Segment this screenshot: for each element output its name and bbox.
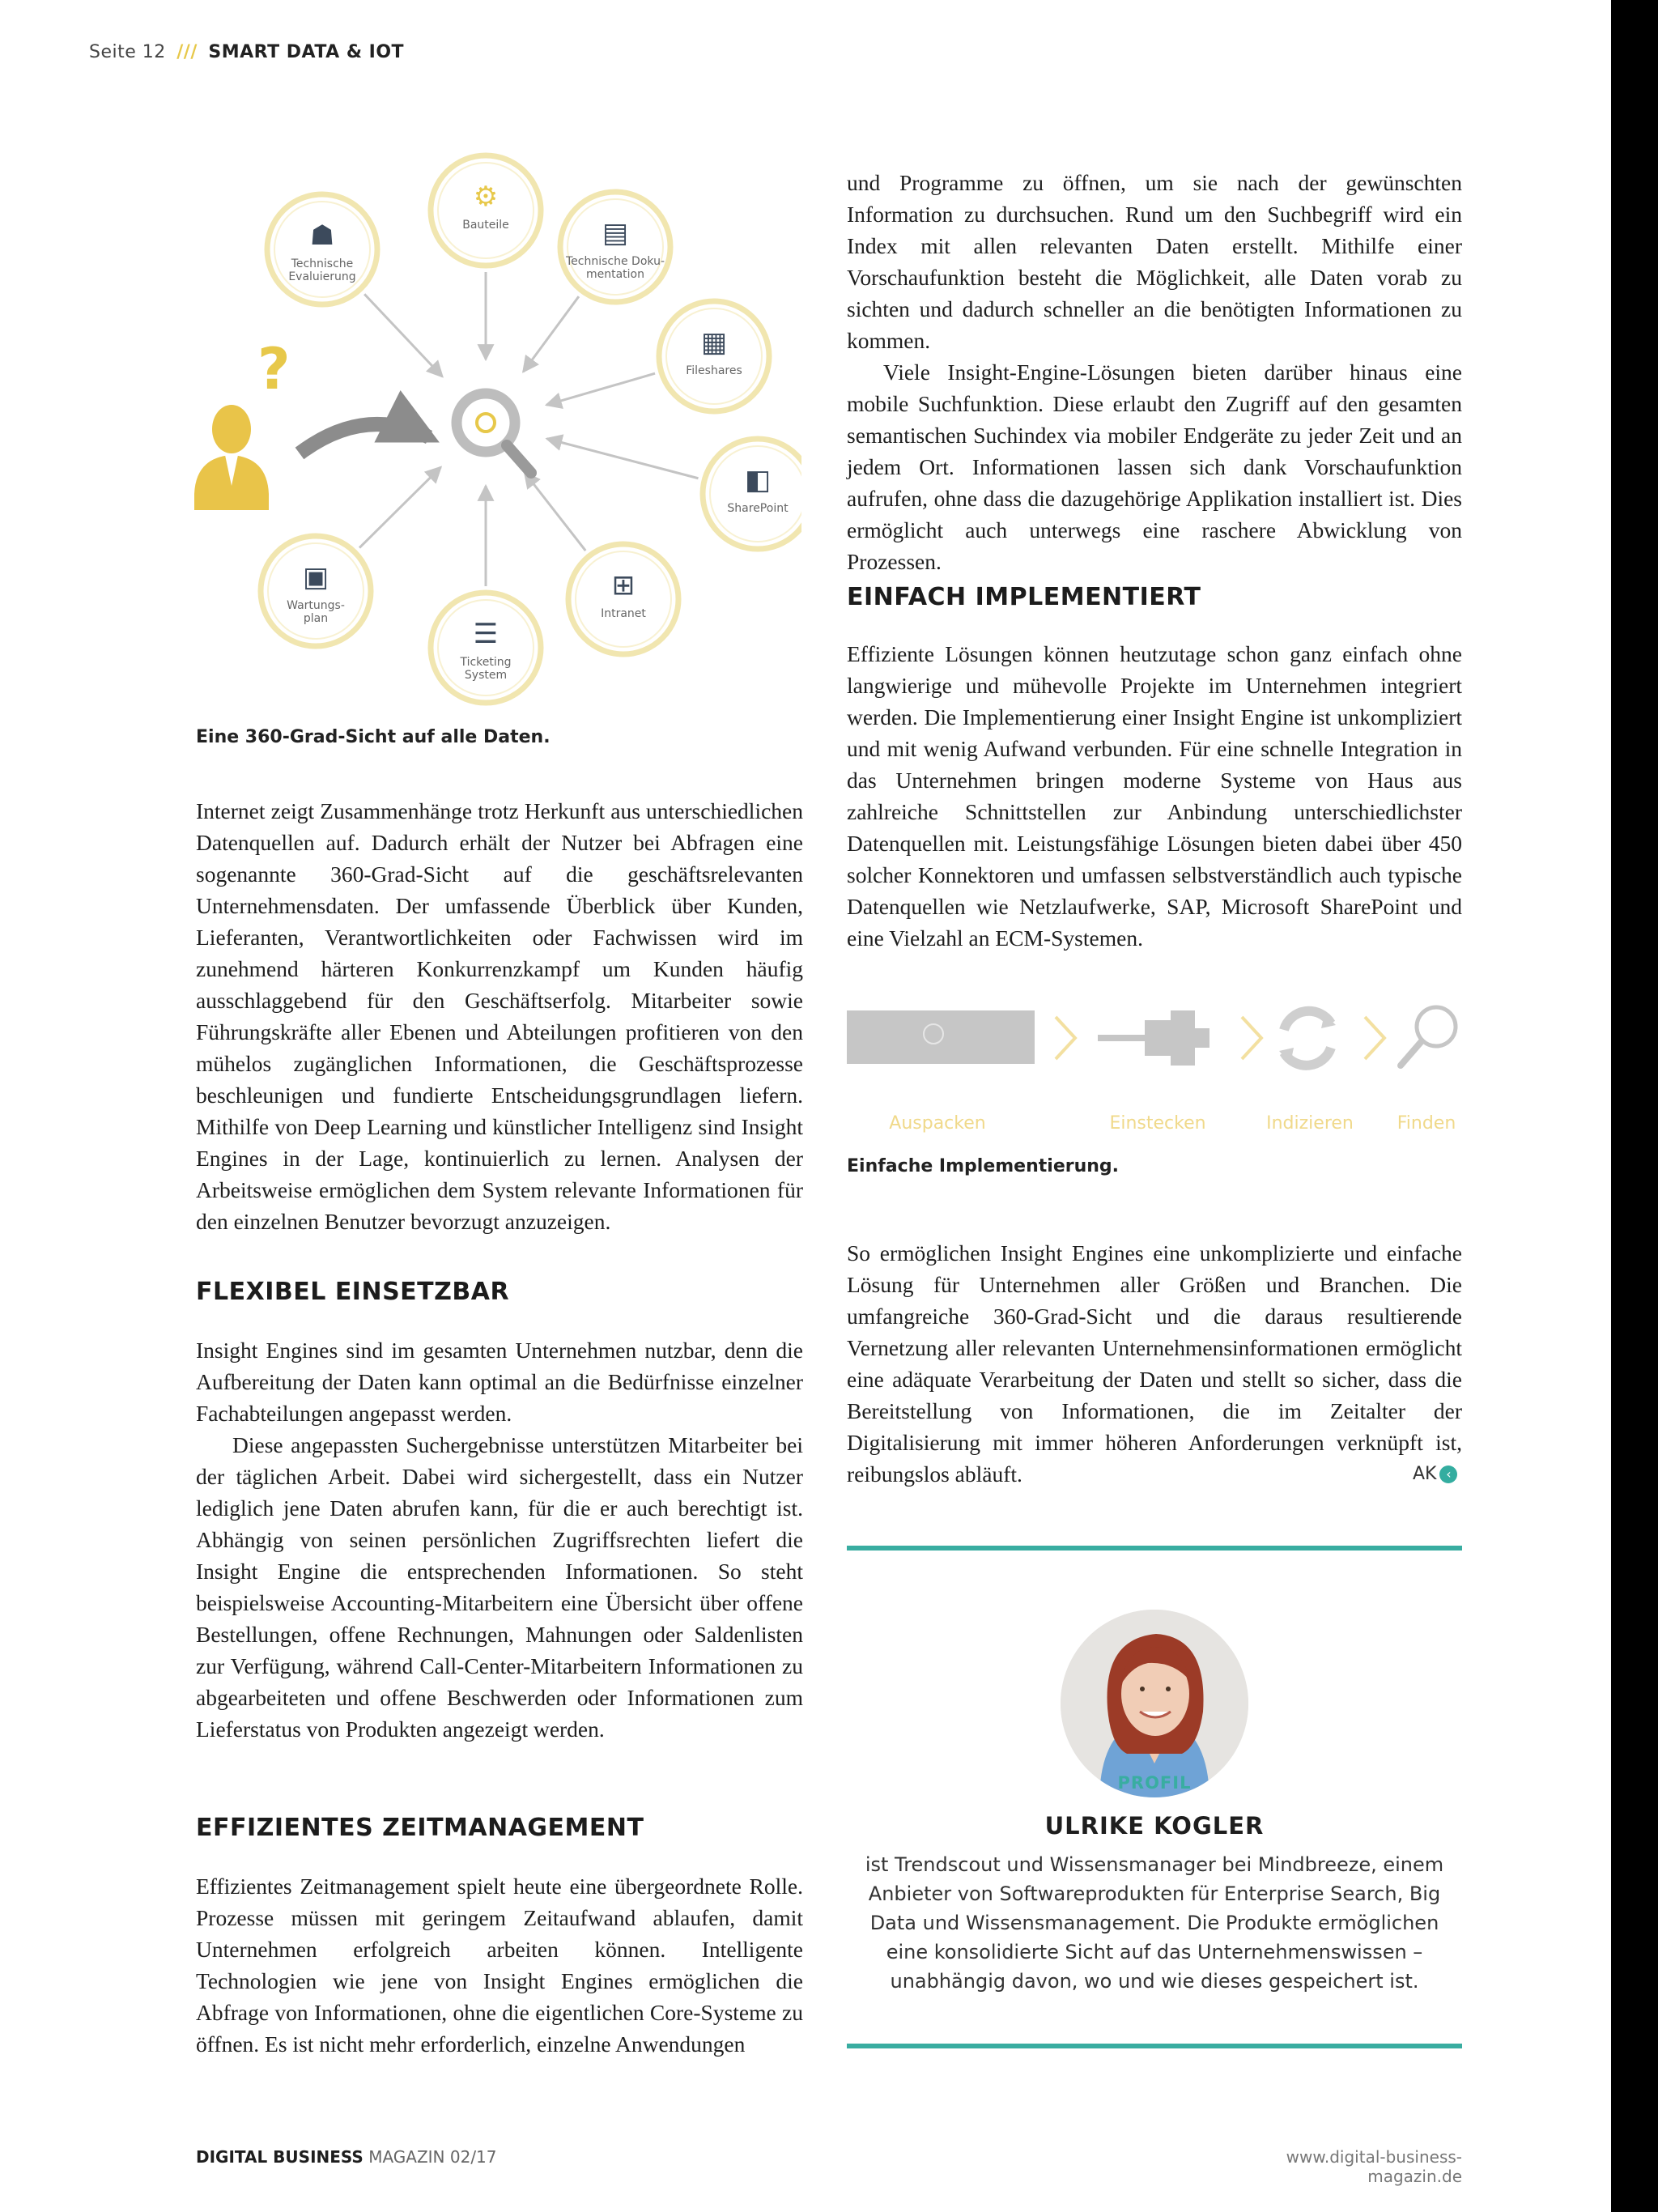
technische-dokumentation-icon: ▤ — [602, 217, 629, 249]
diagram-node-intranet — [568, 544, 678, 654]
paragraph: und Programme zu öffnen, um sie nach der gewünschten Information zu durchsuchen. Rund um den Suchbegriff wird ein Index mit allen relevanten Daten erstellt. Mithilfe einer Vorschaufunktion besteht die Möglichkeit, alle Daten vorab zu sichten und dadurch schneller an die benötigten Informationen zu kommen. — [847, 170, 1462, 353]
right-closing-section — [847, 1237, 1462, 1490]
page-number: Seite 12 — [89, 42, 166, 62]
profile-bottom-rule — [847, 2044, 1462, 2048]
node-label: SharePoint — [727, 502, 789, 515]
paragraph: So ermöglichen Insight Engines eine unkomplizierte und einfache Lösung für Unternehmen aller Größen und Branchen. Die umfangreiche 360-Grad-Sicht und die daraus resultierende Vernetzung aller relevanten Unternehmensinformationen ermöglicht eine adäquate Verarbeitung der Daten und stellt so sicher, dass die Bereitstellung von Informationen, die im Zeitalter der Digitalisierung mit immer höheren Anforderungen verknüpft ist, reibungslos abläuft. — [847, 1240, 1462, 1487]
node-label: Bauteile — [462, 219, 509, 232]
node-label: Wartungs- — [287, 599, 345, 612]
signoff-initials: AK — [1413, 1464, 1437, 1484]
diagram-arrow — [364, 294, 442, 376]
sharepoint-icon: ◧ — [744, 464, 772, 496]
data-sources-diagram — [186, 130, 801, 713]
paragraph: Internet zeigt Zusammenhänge trotz Herkunft aus unterschiedlichen Datenquellen auf. Dadurch erhält der Nutzer bei Abfragen eine sogenannte 360-Grad-Sicht auf die geschäftsrelevanten Unternehmensdaten. Der umfassende Überblick über Kunden, Lieferanten, Verantwortlichkeiten oder Fachwissen wird im zunehmend härteren Konkurrenzkampf um Kunden häufig ausschlaggebend für den Geschäftserfolg. Mitarbeiter sowie Führungskräfte aller Ebenen und Abteilungen profitieren von den mühelos zugänglichen Informationen, die Geschäftsprozesse beschleunigen und fundierte Entscheidungsgrundlagen liefern. Mithilfe von Deep Learning und künstlicher Intelligenz sind Insight Engines in der Lage, kontinuierlich zu lernen. Analysen der Arbeitsweise ermöglichen dem System relevante Informationen für den einzelnen Benutzer bevorzugt anzuzeigen. — [196, 798, 803, 1234]
refresh-icon — [1279, 1011, 1336, 1066]
profile-label: PROFIL — [1117, 1773, 1192, 1793]
diagram-arrow — [546, 439, 698, 479]
implementation-steps-graphic — [847, 998, 1462, 1143]
step-arrow-icon — [1242, 1017, 1261, 1059]
page-header — [89, 42, 404, 62]
footer-issue: MAGAZIN 02/17 — [368, 2147, 497, 2167]
left-zeit-section — [196, 1870, 803, 2060]
diagram-arrow — [525, 473, 585, 551]
diagram-node-fileshares — [659, 301, 769, 411]
diagram-node-sharepoint — [703, 439, 801, 549]
node-label: plan — [303, 612, 329, 625]
node-label: Technische — [291, 257, 354, 270]
device-box-icon — [847, 1010, 1035, 1064]
right-einfach-section — [847, 638, 1462, 954]
fileshares-icon: ▦ — [700, 326, 728, 359]
right-top-section — [847, 167, 1462, 577]
step-label: Finden — [1397, 1113, 1456, 1134]
left-flexibel-section — [196, 1334, 803, 1745]
diagram-node-bauteile — [431, 155, 541, 266]
paragraph: Diese angepassten Suchergebnisse unterstützen Mitarbeiter bei der täglichen Arbeit. Dabei wird sichergestellt, dass ein Nutzer lediglich jene Daten abrufen kann, für die er auch berechtigt ist. Abhängig von seinen persönlichen Zugriffsrechten liefert die Insight Engine die entsprechenden Informationen. So steht beispielsweise Accounting-Mitarbeitern eine Übersicht über offene Bestellungen, offene Rechnungen, Mahnungen oder Saldenlisten zur Verfügung, während Call-Center-Mitarbeitern Informationen zu abgearbeiteten und offene Beschwerden oder Informationen zum Lieferstatus von Produkten angezeigt werden. — [196, 1432, 803, 1742]
profile-bio: ist Trendscout und Wissensmanager bei Mindbreeze, einem Anbieter von Softwareprodukten für Enterprise Search, Big Data und Wissensmanagement. Die Produkte ermöglichen eine konsolidierte Sicht auf das Unternehmenswissen – unabhängig davon, wo und wie dieses gespeichert ist. — [865, 1853, 1444, 1993]
paragraph: Effizientes Zeitmanagement spielt heute eine übergeordnete Rolle. Prozesse müssen mit geringem Zeitaufwand ablaufen, damit Unternehmen erfolgreich arbeiten können. Intelligente Technologien wie jene von Insight Engines ermöglichen die Abfrage von Informationen, ohne die eigentlichen Core-Systeme zu öffnen. Es ist nicht mehr erforderlich, einzelne Anwendungen — [196, 1874, 803, 2057]
node-label: Intranet — [601, 607, 646, 620]
footer-brand-name: DIGITAL BUSINESS — [196, 2147, 363, 2167]
footer-brand — [196, 2147, 497, 2167]
step-label: Auspacken — [889, 1113, 986, 1134]
diagram-node-technische-dokumentation — [560, 192, 670, 302]
footer-url: www.digital-business-magazin.de — [1286, 2147, 1462, 2186]
author-signoff — [1413, 1464, 1457, 1484]
node-label: Evaluierung — [288, 270, 356, 283]
paragraph: Effiziente Lösungen können heutzutage schon ganz einfach ohne langwierige und mühevolle Projekte im Unternehmen integriert werden. Die Implementierung einer Insight Engine ist unkompliziert und mit wenig Aufwand verbunden. Für eine schnelle Integration in das Unternehmen bringen moderne Systeme von Haus aus zahlreiche Schnittstellen zur Anbindung unterschiedlichster Datenquellen mit. Leistungsfähige Lösungen bieten dabei über 450 solcher Konnektoren und umfassen selbstverständlich auch typische Datenquellen wie Netzlaufwerke, SAP, Microsoft SharePoint und eine Vielzahl an ECM-Systemen. — [847, 641, 1462, 951]
profile-top-rule — [847, 1546, 1462, 1551]
profile-name: ULRIKE KOGLER — [1044, 1812, 1265, 1840]
step-label: Einstecken — [1109, 1113, 1206, 1134]
diagram-node-ticketing — [431, 593, 541, 703]
node-label: System — [464, 669, 508, 682]
node-label: Technische Doku- — [566, 255, 665, 268]
magnifier-icon — [1401, 1007, 1456, 1066]
portrait-image — [1061, 1610, 1248, 1797]
node-label: mentation — [585, 268, 645, 281]
implementation-caption: Einfache Implementierung. — [847, 1156, 1120, 1176]
author-avatar — [1061, 1610, 1248, 1797]
bauteile-icon: ⚙ — [473, 181, 499, 213]
left-intro-paragraph — [196, 795, 803, 1237]
diagram-arrow — [359, 467, 441, 548]
section-title: SMART DATA & IOT — [208, 42, 405, 62]
search-hub-icon — [457, 393, 531, 473]
question-mark: ? — [257, 336, 291, 402]
heading-einfach: EINFACH IMPLEMENTIERT — [847, 583, 1201, 611]
user-figure-icon — [194, 336, 291, 510]
diagram-arrow — [523, 296, 579, 372]
step-label: Indizieren — [1266, 1113, 1354, 1134]
technische-evaluierung-icon: ☗ — [309, 219, 335, 252]
ticketing-icon: ☰ — [473, 618, 499, 650]
diagram-arrow — [546, 373, 655, 405]
node-label: Ticketing — [460, 656, 512, 669]
plug-icon — [1098, 1010, 1209, 1066]
heading-flexibel: FLEXIBEL EINSETZBAR — [196, 1278, 510, 1306]
step-arrow-icon — [1056, 1017, 1075, 1059]
paragraph: Viele Insight-Engine-Lösungen bieten darüber hinaus eine mobile Suchfunktion. Diese erlaubt den Zugriff auf den gesamten semantischen Suchindex via mobiler Endgeräte zu jeder Zeit und an jedem Ort. Informationen lassen sich dank Vorschaufunktion aufrufen, ohne dass die dazugehörige Applikation installiert ist. Dies ermöglicht auch unterwegs eine raschere Abwicklung von Prozessen. — [847, 359, 1462, 574]
diagram-node-technische-evaluierung — [267, 194, 377, 304]
chevron-left-icon: ‹ — [1439, 1465, 1457, 1483]
header-slashes: /// — [176, 42, 198, 62]
node-label: Fileshares — [686, 364, 742, 377]
heading-zeitmanagement: EFFIZIENTES ZEITMANAGEMENT — [196, 1814, 644, 1842]
intranet-icon: ⊞ — [611, 569, 636, 602]
paragraph: Insight Engines sind im gesamten Unternehmen nutzbar, denn die Aufbereitung der Daten kann optimal an die Bedürfnisse einzelner Fachabteilungen angepasst werden. — [196, 1338, 803, 1426]
diagram-node-wartungsplan — [261, 536, 371, 646]
wartungsplan-icon: ▣ — [302, 561, 329, 593]
diagram-caption: Eine 360-Grad-Sicht auf alle Daten. — [196, 727, 551, 747]
step-arrow-icon — [1365, 1017, 1384, 1059]
